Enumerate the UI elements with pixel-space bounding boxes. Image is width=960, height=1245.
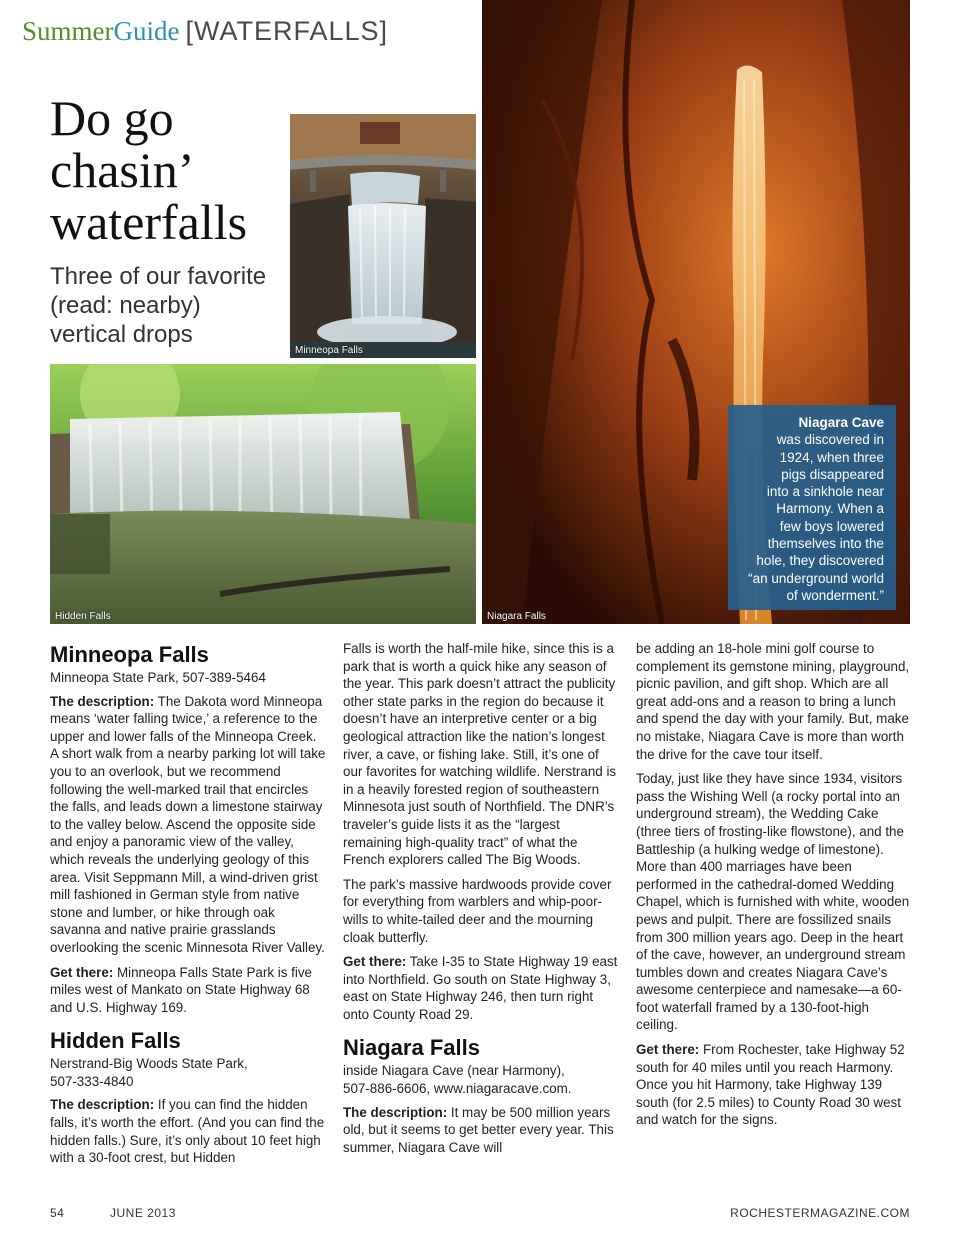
niagara-cave-callout: Niagara Cave was discovered in 1924, when three pigs disappeared into a sinkhole near Harmony. When a few boys lowered themselves into the hole, they discovered “an underground world of wonderment.” (728, 405, 896, 610)
page-title: Do go chasin’ waterfalls (50, 90, 248, 250)
niagara-tour: Today, just like they have since 1934, visitors pass the Wishing Well (a rocky portal into an underground stream), the Wedding Cake (three tiers of frosting-like flowstone), and the Battleship (a hulking wedge of limestone). More than 400 marriages have been performed in the cathedral-domed Wedding Chapel, which is furnished with white, wooden pews and pulpit. There are fossilized snails from 300 million years ago. Deep in the heart of the cave, however, an underground stream tumbles down and creates Niagara Cave’s awesome centerpiece and namesake—a 60-foot waterfall framed by a 130-foot-high ceiling. (636, 771, 910, 1033)
header-section: [WATERFALLS] (185, 16, 389, 46)
article-column-3 (636, 640, 912, 1136)
hidden-falls-description-cont: Falls is worth the half-mile hike, since this is a park that is worth a quick hike any season of the year. This park doesn’t attract the publicity other state parks in the region do because it doesn’t have an interpretive center or a big geological attraction like the nation’s longest river, a cave, or fishing lake. Still, it’s one of our favorites for watching wildlife. Nerstrand is in a heavily forested region of southeastern Minnesota just south of Northfield. The DNR’s traveler’s guide lists it as the “largest remaining high-quality tract” of what the French explorers called The Big Woods. (343, 641, 617, 868)
hidden-falls-contact: Nerstrand-Big Woods State Park, 507-333-4840 (50, 1056, 248, 1089)
minneopa-directions: Get there: Minneopa Falls State Park is five miles west of Mankato on State Highway 68 and U.S. Highway 169. (50, 964, 312, 1015)
caption-niagara: Niagara Falls (487, 611, 546, 622)
hidden-falls-description: The description: If you can find the hidden falls, it’s worth the effort. (And you can find the hidden falls.) Sure, it’s only about 10 feet high with a 30-foot crest, but Hidden (50, 1097, 325, 1166)
minneopa-contact: Minneopa State Park, 507-389-5464 (50, 670, 266, 685)
niagara-contact: inside Niagara Cave (near Harmony), 507-886-6606, www.niagaracave.com. (343, 1063, 572, 1097)
website-url: ROCHESTERMAGAZINE.COM (730, 1206, 910, 1220)
header-summer: Summer (22, 16, 114, 46)
hidden-falls-directions: Get there: Take I-35 to State Highway 19 east into Northfield. Go south on State Highway 3, east on State Highway 246, then turn right onto County Road 29. (343, 954, 618, 1022)
caption-hidden: Hidden Falls (55, 611, 111, 622)
niagara-description: The description: It may be 500 million years old, but it seems to get better every year. This summer, Niagara Cave will (343, 1104, 614, 1155)
page-number: 54 (50, 1206, 65, 1220)
heading-niagara-falls: Niagara Falls (343, 1035, 480, 1061)
page-subtitle: Three of our favorite (read: nearby) vertical drops (50, 263, 267, 348)
hidden-falls-wildlife: The park’s massive hardwoods provide cover for everything from warblers and whip-poor-wills to white-tailed deer and the mourning cloak butterfly. (343, 876, 612, 945)
niagara-directions: Get there: From Rochester, take Highway 52 south for 40 miles until you reach Harmony. Once you hit Harmony, take Highway 139 south (for 2.5 miles) to County Road 30 west and watch for the signs. (636, 1042, 905, 1128)
heading-minneopa-falls: Minneopa Falls (50, 642, 209, 667)
callout-heading: Niagara Cave (798, 415, 884, 430)
section-header (22, 16, 388, 47)
niagara-description-cont: be adding an 18-hole mini golf course to complement its gemstone mining, playground, picnic pavilion, and gift shop. Which are all great add-ons and a reason to bring a lunch and spend the day with your family. But, make no mistake, Niagara Cave is more than worth the drive for the cave tour itself. (636, 641, 910, 762)
header-guide: Guide (113, 16, 180, 46)
article-column-2 (343, 640, 619, 1163)
heading-hidden-falls: Hidden Falls (50, 1028, 181, 1054)
article-column-1 (50, 642, 326, 1174)
minneopa-falls-photo (290, 114, 476, 358)
hidden-falls-photo (50, 364, 476, 624)
issue-date: JUNE 2013 (110, 1206, 176, 1220)
minneopa-description: The description: The Dakota word Minneopa means ‘water falling twice,’ a reference to the upper and lower falls of the Minneopa Creek. A short walk from a nearby parking lot will take you to an overlook, but we recommend following the well-marked trail that encircles the falls, and leads down a limestone stairway to the valley below. Ascend the opposite side and enjoy a panoramic view of the valley, which reveals the underlying geology of this area. Visit Seppmann Mill, a wind-driven grist mill fashioned in German style from native stone and lumber, or hike through oak savanna and native prairie grasslands overlooking the scenic Minnesota River Valley. (50, 693, 326, 955)
caption-minneopa: Minneopa Falls (295, 345, 363, 356)
